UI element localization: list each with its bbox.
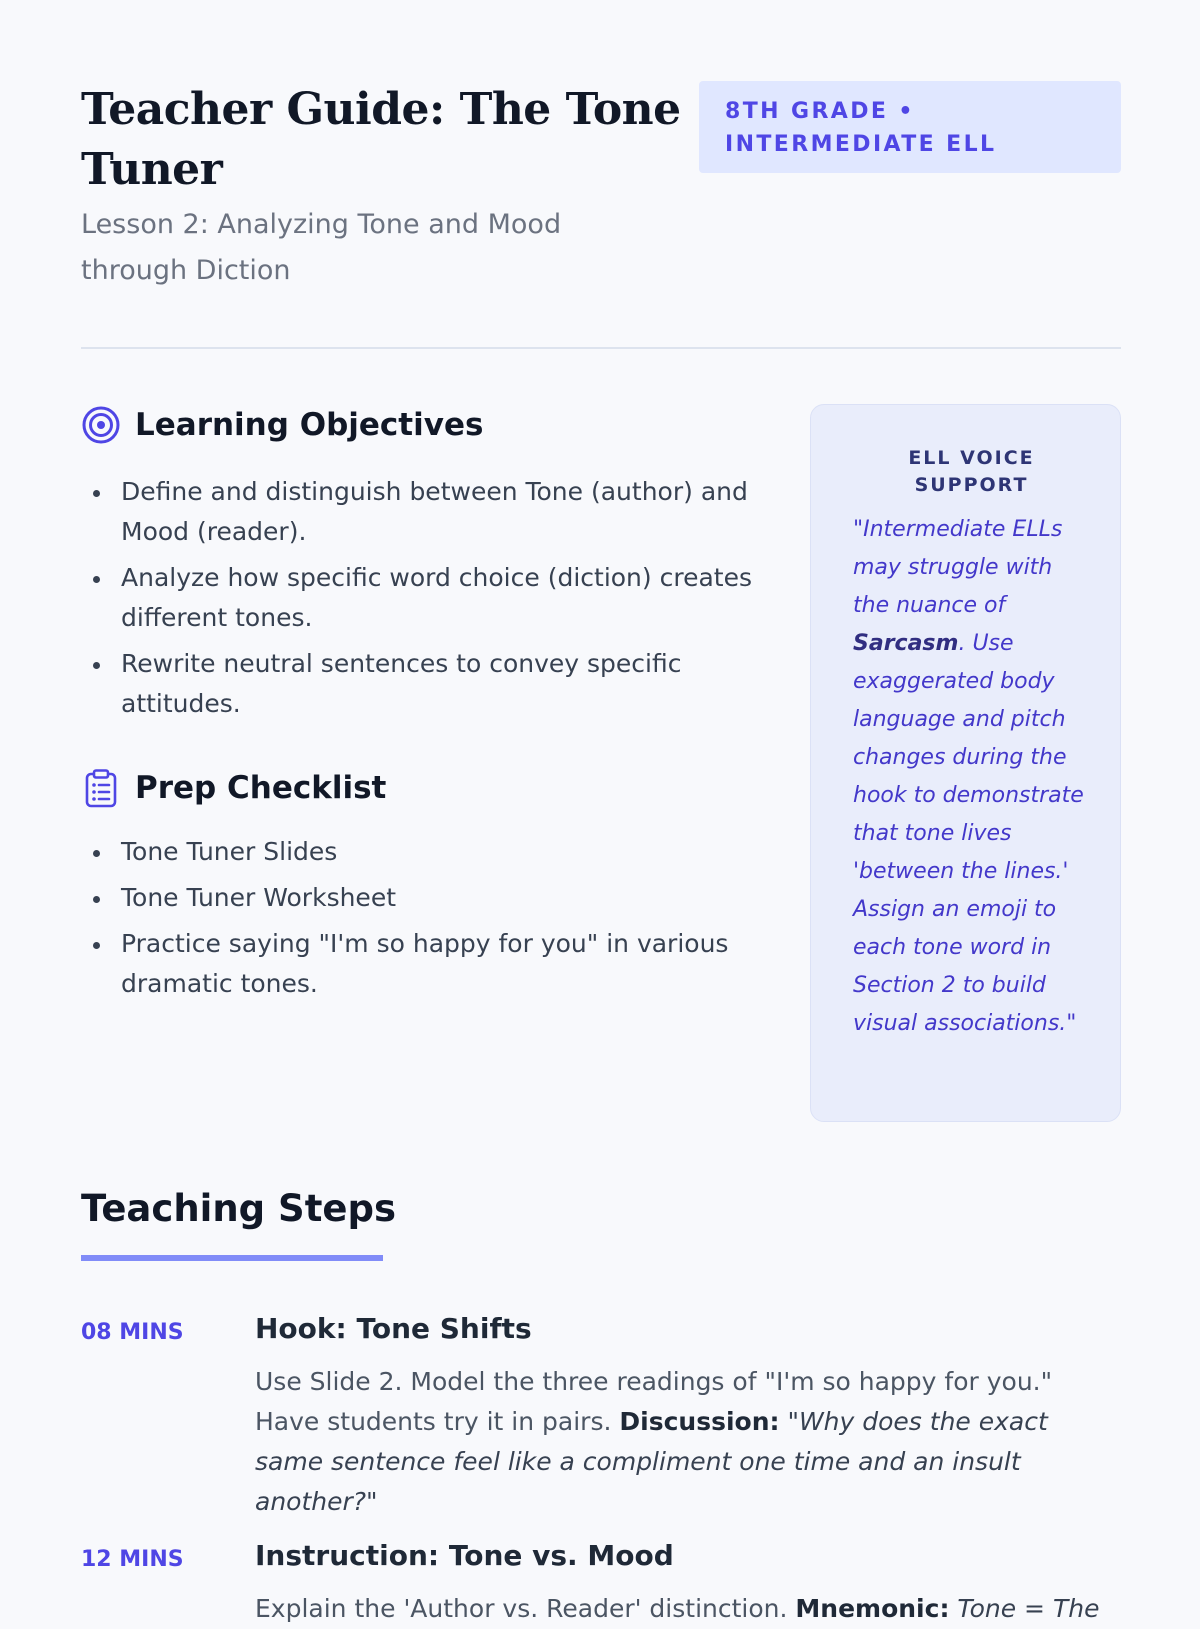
list-item: Tone Tuner Slides xyxy=(81,832,761,872)
step-title: Hook: Tone Shifts xyxy=(255,1312,532,1345)
prep-title: Prep Checklist xyxy=(135,770,387,806)
list-item: Define and distinguish between Tone (author) and Mood (reader). xyxy=(81,472,761,552)
step-text-italic: "Why does the exact same sentence feel like a compliment one time and an insult another?" xyxy=(255,1407,1048,1516)
target-icon xyxy=(81,405,121,445)
ell-voice-support-card xyxy=(810,404,1121,1122)
lesson-subtitle: Lesson 2: Analyzing Tone and Mood through Diction xyxy=(81,209,562,286)
step-description xyxy=(255,1589,1121,1629)
objectives-title: Learning Objectives xyxy=(135,407,484,443)
page-title: Teacher Guide: The Tone Tuner xyxy=(81,84,681,195)
list-item: Practice saying "I'm so happy for you" in various dramatic tones. xyxy=(81,924,761,1004)
ell-card-title: ELL VOICE SUPPORT xyxy=(908,447,1035,496)
step-duration: 08 MINS xyxy=(81,1320,184,1345)
ell-text-part: . Use exaggerated body language and pitch changes during the hook to demonstrate that tone lives 'between the lines.' Assign an emoji to each tone word in Section 2 to build visual associations." xyxy=(853,631,1084,1036)
grade-level-badge: 8TH GRADE • INTERMEDIATE ELL xyxy=(699,81,1121,173)
teaching-steps-underline xyxy=(81,1255,383,1261)
step-description xyxy=(255,1362,1121,1522)
objectives-list xyxy=(81,472,761,730)
step-text: Explain the 'Author vs. Reader' distinction. xyxy=(255,1594,796,1623)
list-item: Tone Tuner Worksheet xyxy=(81,878,761,918)
list-item: Analyze how specific word choice (diction) creates different tones. xyxy=(81,558,761,638)
header-divider xyxy=(81,347,1121,349)
step-text-bold: Discussion: xyxy=(619,1407,780,1436)
step-text-bold: Mnemonic: xyxy=(795,1594,950,1623)
step-text-italic: Tone = The xyxy=(957,1594,1100,1623)
list-item: Rewrite neutral sentences to convey specific attitudes. xyxy=(81,644,761,724)
prep-checklist-heading xyxy=(81,768,386,808)
learning-objectives-heading xyxy=(81,405,483,445)
ell-text-emphasis: Sarcasm xyxy=(853,631,959,656)
teaching-steps-title: Teaching Steps xyxy=(81,1187,396,1230)
prep-list xyxy=(81,832,761,1010)
step-duration: 12 MINS xyxy=(81,1547,184,1572)
clipboard-checklist-icon xyxy=(81,768,121,808)
step-title: Instruction: Tone vs. Mood xyxy=(255,1539,674,1572)
ell-card-text xyxy=(853,511,1090,1043)
ell-text-part: "Intermediate ELLs may struggle with the nuance of xyxy=(853,517,1063,618)
step-text: Use Slide 2. Model the three readings of "I'm so happy for you." Have students try it in pairs. xyxy=(255,1367,1053,1436)
